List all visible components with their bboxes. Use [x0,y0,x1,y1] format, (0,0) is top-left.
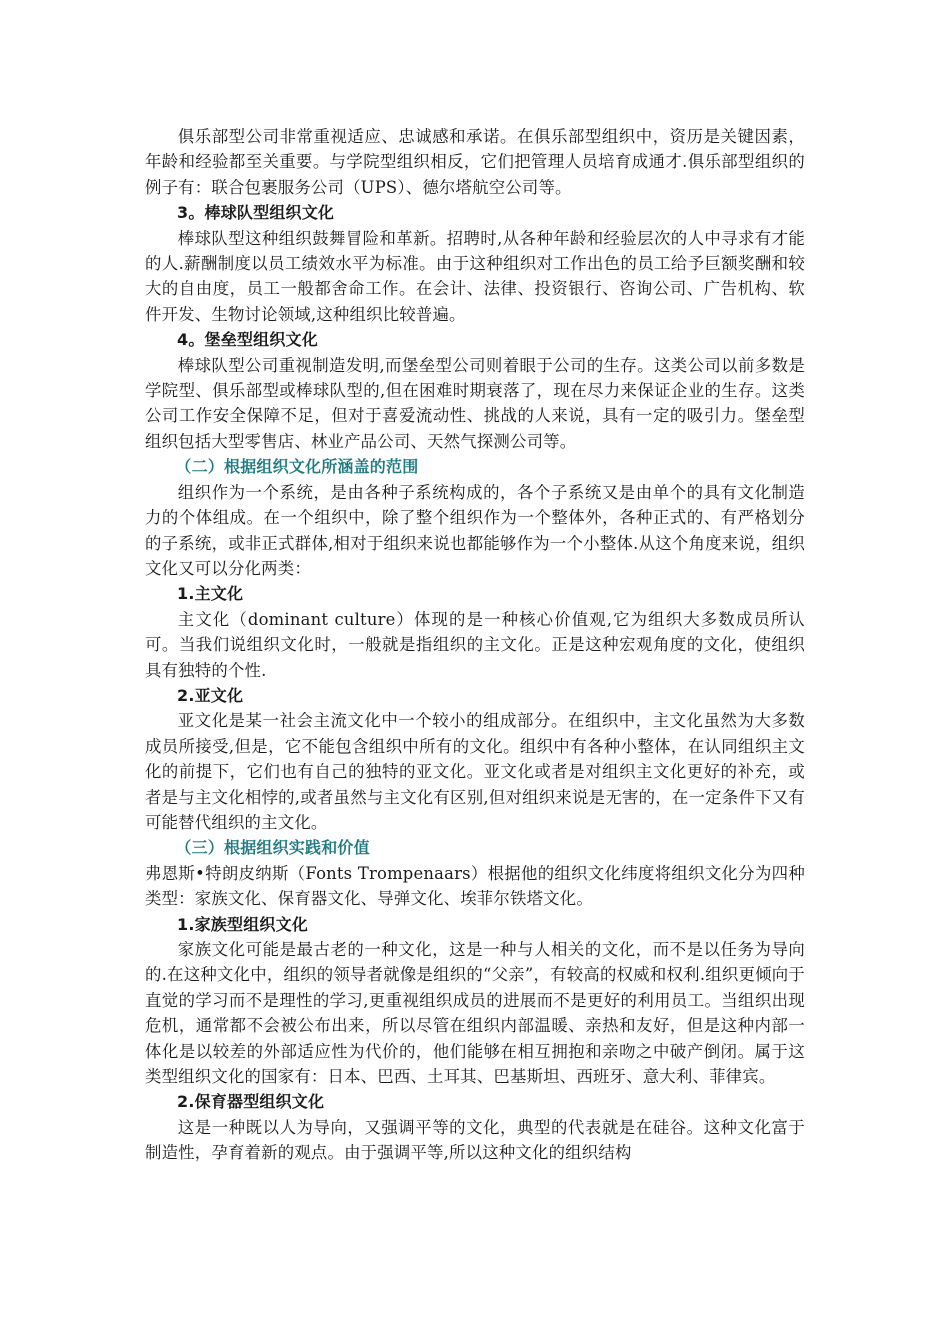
section-heading-scope: （二）根据组织文化所涵盖的范围 [175,457,419,477]
section-heading-practice-values: （三）根据组织实践和价值 [175,838,370,858]
document-page [145,124,805,1166]
heading-baseball-team-culture: 3。棒球队型组织文化 [177,203,335,223]
paragraph-baseball-team: 棒球队型这种组织鼓舞冒险和革新。招聘时,从各种年龄和经验层次的人中寻求有才能的人.薪酬制度以员工绩效水平为标准。由于这种组织对工作出色的员工给予巨额奖酬和较大的自由度，员工一般都舍命工作。在会计、法律、投资银行、咨询公司、广告机构、软件开发、生物讨论领域,这种组织比较普遍。 [145,228,805,324]
heading-subculture: 2.亚文化 [177,685,244,705]
paragraph-incubator-culture: 这是一种既以人为导向，又强调平等的文化，典型的代表就是在硅谷。这种文化富于制造性，孕育着新的观点。由于强调平等,所以这种文化的组织结构 [145,1117,805,1163]
heading-incubator-culture: 2.保育器型组织文化 [177,1092,325,1112]
paragraph-subculture: 亚文化是某一社会主流文化中一个较小的组成部分。在组织中，主文化虽然为大多数成员所接受,但是，它不能包含组织中所有的文化。组织中有各种小整体，在认同组织主文化的前提下，它们也有自己的独特的亚文化。亚文化或者是对组织主文化更好的补充，或者是与主文化相悖的,或者虽然与主文化有区别,但对组织来说是无害的，在一定条件下又有可能替代组织的主文化。 [145,711,805,832]
paragraph-dominant-culture: 主文化（dominant culture）体现的是一种核心价值观,它为组织大多数成员所认可。当我们说组织文化时，一般就是指组织的主文化。正是这种宏观角度的文化，使组织具有独特的个性. [145,609,805,680]
heading-fortress-culture: 4。堡垒型组织文化 [177,330,318,350]
heading-dominant-culture: 1.主文化 [177,584,244,604]
paragraph-fortress: 棒球队型公司重视制造发明,而堡垒型公司则着眼于公司的生存。这类公司以前多数是学院型、俱乐部型或棒球队型的,但在困难时期衰落了，现在尽力来保证企业的生存。这类公司工作安全保障不足，但对于喜爱流动性、挑战的人来说，具有一定的吸引力。堡垒型组织包括大型零售店、林业产品公司、天然气探测公司等。 [145,355,805,451]
paragraph-scope: 组织作为一个系统，是由各种子系统构成的，各个子系统又是由单个的具有文化制造力的个体组成。在一个组织中，除了整个组织作为一个整体外，各种正式的、有严格划分的子系统，或非正式群体,相对于组织来说也都能够作为一个小整体.从这个角度来说，组织文化又可以分化两类： [145,482,805,578]
heading-family-culture: 1.家族型组织文化 [177,914,309,934]
paragraph-trompenaars: 弗恩斯•特朗皮纳斯（Fonts Trompenaars）根据他的组织文化纬度将组织文化分为四种类型：家族文化、保育器文化、导弹文化、埃菲尔铁塔文化。 [145,863,805,909]
paragraph-family-culture: 家族文化可能是最古老的一种文化，这是一种与人相关的文化，而不是以任务为导向的.在这种文化中，组织的领导者就像是组织的“父亲”，有较高的权威和权利.组织更倾向于直觉的学习而不是理性的学习,更重视组织成员的进展而不是更好的利用员工。当组织出现危机，通常都不会被公布出来，所以尽管在组织内部温暖、亲热和友好，但是这种内部一体化是以较差的外部适应性为代价的，他们能够在相互拥抱和亲吻之中破产倒闭。属于这类型组织文化的国家有：日本、巴西、土耳其、巴基斯坦、西班牙、意大利、菲律宾。 [145,940,805,1087]
paragraph-club-type: 俱乐部型公司非常重视适应、忠诚感和承诺。在俱乐部型组织中，资历是关键因素，年龄和经验都至关重要。与学院型组织相反，它们把管理人员培育成通才.俱乐部型组织的例子有：联合包裹服务公司（UPS）、德尔塔航空公司等。 [145,127,805,197]
